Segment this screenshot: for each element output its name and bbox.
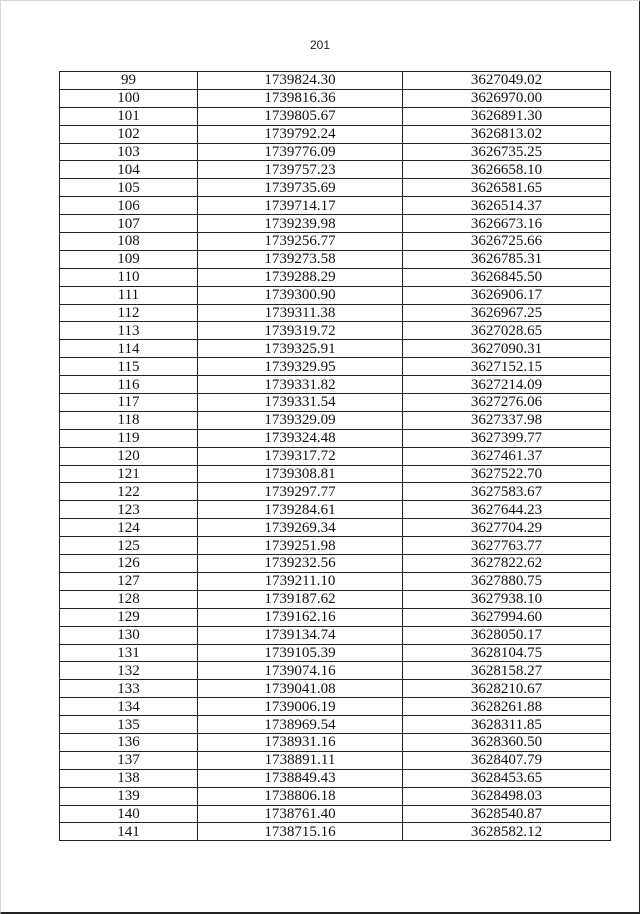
point-number-cell: 121 [60, 465, 198, 483]
table-row [60, 447, 611, 465]
table-row [60, 823, 611, 841]
point-number-cell: 109 [60, 250, 198, 268]
y-coordinate-cell: 3628498.03 [403, 787, 611, 805]
x-coordinate-cell: 1739211.10 [198, 572, 403, 590]
x-coordinate-cell: 1739273.58 [198, 250, 403, 268]
point-number-cell: 131 [60, 644, 198, 662]
y-coordinate-cell: 3628407.79 [403, 751, 611, 769]
x-coordinate-cell: 1739331.54 [198, 394, 403, 412]
x-coordinate-cell: 1739319.72 [198, 322, 403, 340]
point-number-cell: 99 [60, 72, 198, 90]
table-row [60, 537, 611, 555]
point-number-cell: 137 [60, 751, 198, 769]
table-row [60, 250, 611, 268]
point-number-cell: 119 [60, 429, 198, 447]
table-row [60, 179, 611, 197]
y-coordinate-cell: 3627938.10 [403, 590, 611, 608]
point-number-cell: 126 [60, 555, 198, 573]
x-coordinate-cell: 1738849.43 [198, 769, 403, 787]
y-coordinate-cell: 3627994.60 [403, 608, 611, 626]
table-row [60, 89, 611, 107]
x-coordinate-cell: 1739824.30 [198, 72, 403, 90]
table-row [60, 233, 611, 251]
x-coordinate-cell: 1739805.67 [198, 107, 403, 125]
table-row [60, 215, 611, 233]
point-number-cell: 118 [60, 411, 198, 429]
table-row [60, 519, 611, 537]
table-row [60, 376, 611, 394]
y-coordinate-cell: 3627763.77 [403, 537, 611, 555]
table-row [60, 608, 611, 626]
table-row [60, 680, 611, 698]
point-number-cell: 134 [60, 698, 198, 716]
point-number-cell: 101 [60, 107, 198, 125]
coordinates-table-body [60, 72, 611, 841]
y-coordinate-cell: 3627522.70 [403, 465, 611, 483]
x-coordinate-cell: 1739187.62 [198, 590, 403, 608]
y-coordinate-cell: 3626785.31 [403, 250, 611, 268]
y-coordinate-cell: 3627049.02 [403, 72, 611, 90]
table-row [60, 72, 611, 90]
x-coordinate-cell: 1739232.56 [198, 555, 403, 573]
point-number-cell: 139 [60, 787, 198, 805]
table-row [60, 125, 611, 143]
x-coordinate-cell: 1738715.16 [198, 823, 403, 841]
y-coordinate-cell: 3626970.00 [403, 89, 611, 107]
x-coordinate-cell: 1739331.82 [198, 376, 403, 394]
x-coordinate-cell: 1739105.39 [198, 644, 403, 662]
table-row [60, 143, 611, 161]
table-row [60, 197, 611, 215]
y-coordinate-cell: 3628540.87 [403, 805, 611, 823]
point-number-cell: 110 [60, 268, 198, 286]
table-row [60, 644, 611, 662]
table-row [60, 626, 611, 644]
x-coordinate-cell: 1739251.98 [198, 537, 403, 555]
point-number-cell: 123 [60, 501, 198, 519]
table-row [60, 769, 611, 787]
table-row [60, 161, 611, 179]
x-coordinate-cell: 1739297.77 [198, 483, 403, 501]
x-coordinate-cell: 1739239.98 [198, 215, 403, 233]
point-number-cell: 120 [60, 447, 198, 465]
point-number-cell: 129 [60, 608, 198, 626]
point-number-cell: 141 [60, 823, 198, 841]
point-number-cell: 135 [60, 716, 198, 734]
y-coordinate-cell: 3628050.17 [403, 626, 611, 644]
point-number-cell: 104 [60, 161, 198, 179]
y-coordinate-cell: 3628210.67 [403, 680, 611, 698]
table-row [60, 268, 611, 286]
table-row [60, 787, 611, 805]
y-coordinate-cell: 3626813.02 [403, 125, 611, 143]
table-row [60, 733, 611, 751]
x-coordinate-cell: 1739329.09 [198, 411, 403, 429]
x-coordinate-cell: 1739329.95 [198, 358, 403, 376]
x-coordinate-cell: 1739325.91 [198, 340, 403, 358]
y-coordinate-cell: 3628582.12 [403, 823, 611, 841]
y-coordinate-cell: 3626845.50 [403, 268, 611, 286]
y-coordinate-cell: 3626891.30 [403, 107, 611, 125]
y-coordinate-cell: 3626673.16 [403, 215, 611, 233]
y-coordinate-cell: 3627337.98 [403, 411, 611, 429]
x-coordinate-cell: 1739269.34 [198, 519, 403, 537]
y-coordinate-cell: 3628360.50 [403, 733, 611, 751]
point-number-cell: 116 [60, 376, 198, 394]
y-coordinate-cell: 3626514.37 [403, 197, 611, 215]
point-number-cell: 100 [60, 89, 198, 107]
x-coordinate-cell: 1739317.72 [198, 447, 403, 465]
y-coordinate-cell: 3626906.17 [403, 286, 611, 304]
x-coordinate-cell: 1739735.69 [198, 179, 403, 197]
x-coordinate-cell: 1739041.08 [198, 680, 403, 698]
table-row [60, 107, 611, 125]
x-coordinate-cell: 1739757.23 [198, 161, 403, 179]
y-coordinate-cell: 3627399.77 [403, 429, 611, 447]
x-coordinate-cell: 1739300.90 [198, 286, 403, 304]
y-coordinate-cell: 3627822.62 [403, 555, 611, 573]
point-number-cell: 136 [60, 733, 198, 751]
x-coordinate-cell: 1739074.16 [198, 662, 403, 680]
x-coordinate-cell: 1738806.18 [198, 787, 403, 805]
point-number-cell: 112 [60, 304, 198, 322]
table-row [60, 572, 611, 590]
table-row [60, 322, 611, 340]
y-coordinate-cell: 3628311.85 [403, 716, 611, 734]
table-row [60, 805, 611, 823]
y-coordinate-cell: 3627461.37 [403, 447, 611, 465]
table-row [60, 751, 611, 769]
point-number-cell: 127 [60, 572, 198, 590]
y-coordinate-cell: 3626725.66 [403, 233, 611, 251]
point-number-cell: 140 [60, 805, 198, 823]
x-coordinate-cell: 1739714.17 [198, 197, 403, 215]
coordinates-table [59, 71, 611, 841]
y-coordinate-cell: 3627276.06 [403, 394, 611, 412]
point-number-cell: 115 [60, 358, 198, 376]
x-coordinate-cell: 1739776.09 [198, 143, 403, 161]
x-coordinate-cell: 1738761.40 [198, 805, 403, 823]
point-number-cell: 130 [60, 626, 198, 644]
table-row [60, 465, 611, 483]
y-coordinate-cell: 3628158.27 [403, 662, 611, 680]
point-number-cell: 107 [60, 215, 198, 233]
y-coordinate-cell: 3627028.65 [403, 322, 611, 340]
point-number-cell: 138 [60, 769, 198, 787]
table-row [60, 555, 611, 573]
point-number-cell: 102 [60, 125, 198, 143]
point-number-cell: 124 [60, 519, 198, 537]
y-coordinate-cell: 3626658.10 [403, 161, 611, 179]
x-coordinate-cell: 1739256.77 [198, 233, 403, 251]
point-number-cell: 105 [60, 179, 198, 197]
y-coordinate-cell: 3628261.88 [403, 698, 611, 716]
point-number-cell: 108 [60, 233, 198, 251]
y-coordinate-cell: 3627214.09 [403, 376, 611, 394]
point-number-cell: 122 [60, 483, 198, 501]
point-number-cell: 128 [60, 590, 198, 608]
y-coordinate-cell: 3626735.25 [403, 143, 611, 161]
table-row [60, 411, 611, 429]
y-coordinate-cell: 3627880.75 [403, 572, 611, 590]
point-number-cell: 132 [60, 662, 198, 680]
x-coordinate-cell: 1739816.36 [198, 89, 403, 107]
table-row [60, 340, 611, 358]
table-row [60, 698, 611, 716]
point-number-cell: 113 [60, 322, 198, 340]
point-number-cell: 125 [60, 537, 198, 555]
x-coordinate-cell: 1738891.11 [198, 751, 403, 769]
table-row [60, 716, 611, 734]
table-row [60, 286, 611, 304]
point-number-cell: 114 [60, 340, 198, 358]
point-number-cell: 103 [60, 143, 198, 161]
point-number-cell: 111 [60, 286, 198, 304]
table-row [60, 662, 611, 680]
x-coordinate-cell: 1739324.48 [198, 429, 403, 447]
x-coordinate-cell: 1739311.38 [198, 304, 403, 322]
table-row [60, 358, 611, 376]
y-coordinate-cell: 3626581.65 [403, 179, 611, 197]
y-coordinate-cell: 3628104.75 [403, 644, 611, 662]
x-coordinate-cell: 1739284.61 [198, 501, 403, 519]
table-row [60, 394, 611, 412]
table-row [60, 429, 611, 447]
table-row [60, 304, 611, 322]
point-number-cell: 117 [60, 394, 198, 412]
point-number-cell: 133 [60, 680, 198, 698]
table-row [60, 590, 611, 608]
point-number-cell: 106 [60, 197, 198, 215]
x-coordinate-cell: 1739288.29 [198, 268, 403, 286]
y-coordinate-cell: 3627704.29 [403, 519, 611, 537]
x-coordinate-cell: 1738931.16 [198, 733, 403, 751]
x-coordinate-cell: 1739006.19 [198, 698, 403, 716]
x-coordinate-cell: 1738969.54 [198, 716, 403, 734]
y-coordinate-cell: 3626967.25 [403, 304, 611, 322]
y-coordinate-cell: 3627152.15 [403, 358, 611, 376]
table-row [60, 483, 611, 501]
y-coordinate-cell: 3627090.31 [403, 340, 611, 358]
y-coordinate-cell: 3627644.23 [403, 501, 611, 519]
x-coordinate-cell: 1739792.24 [198, 125, 403, 143]
x-coordinate-cell: 1739134.74 [198, 626, 403, 644]
x-coordinate-cell: 1739162.16 [198, 608, 403, 626]
table-row [60, 501, 611, 519]
y-coordinate-cell: 3627583.67 [403, 483, 611, 501]
page-number: 201 [309, 38, 331, 52]
x-coordinate-cell: 1739308.81 [198, 465, 403, 483]
y-coordinate-cell: 3628453.65 [403, 769, 611, 787]
